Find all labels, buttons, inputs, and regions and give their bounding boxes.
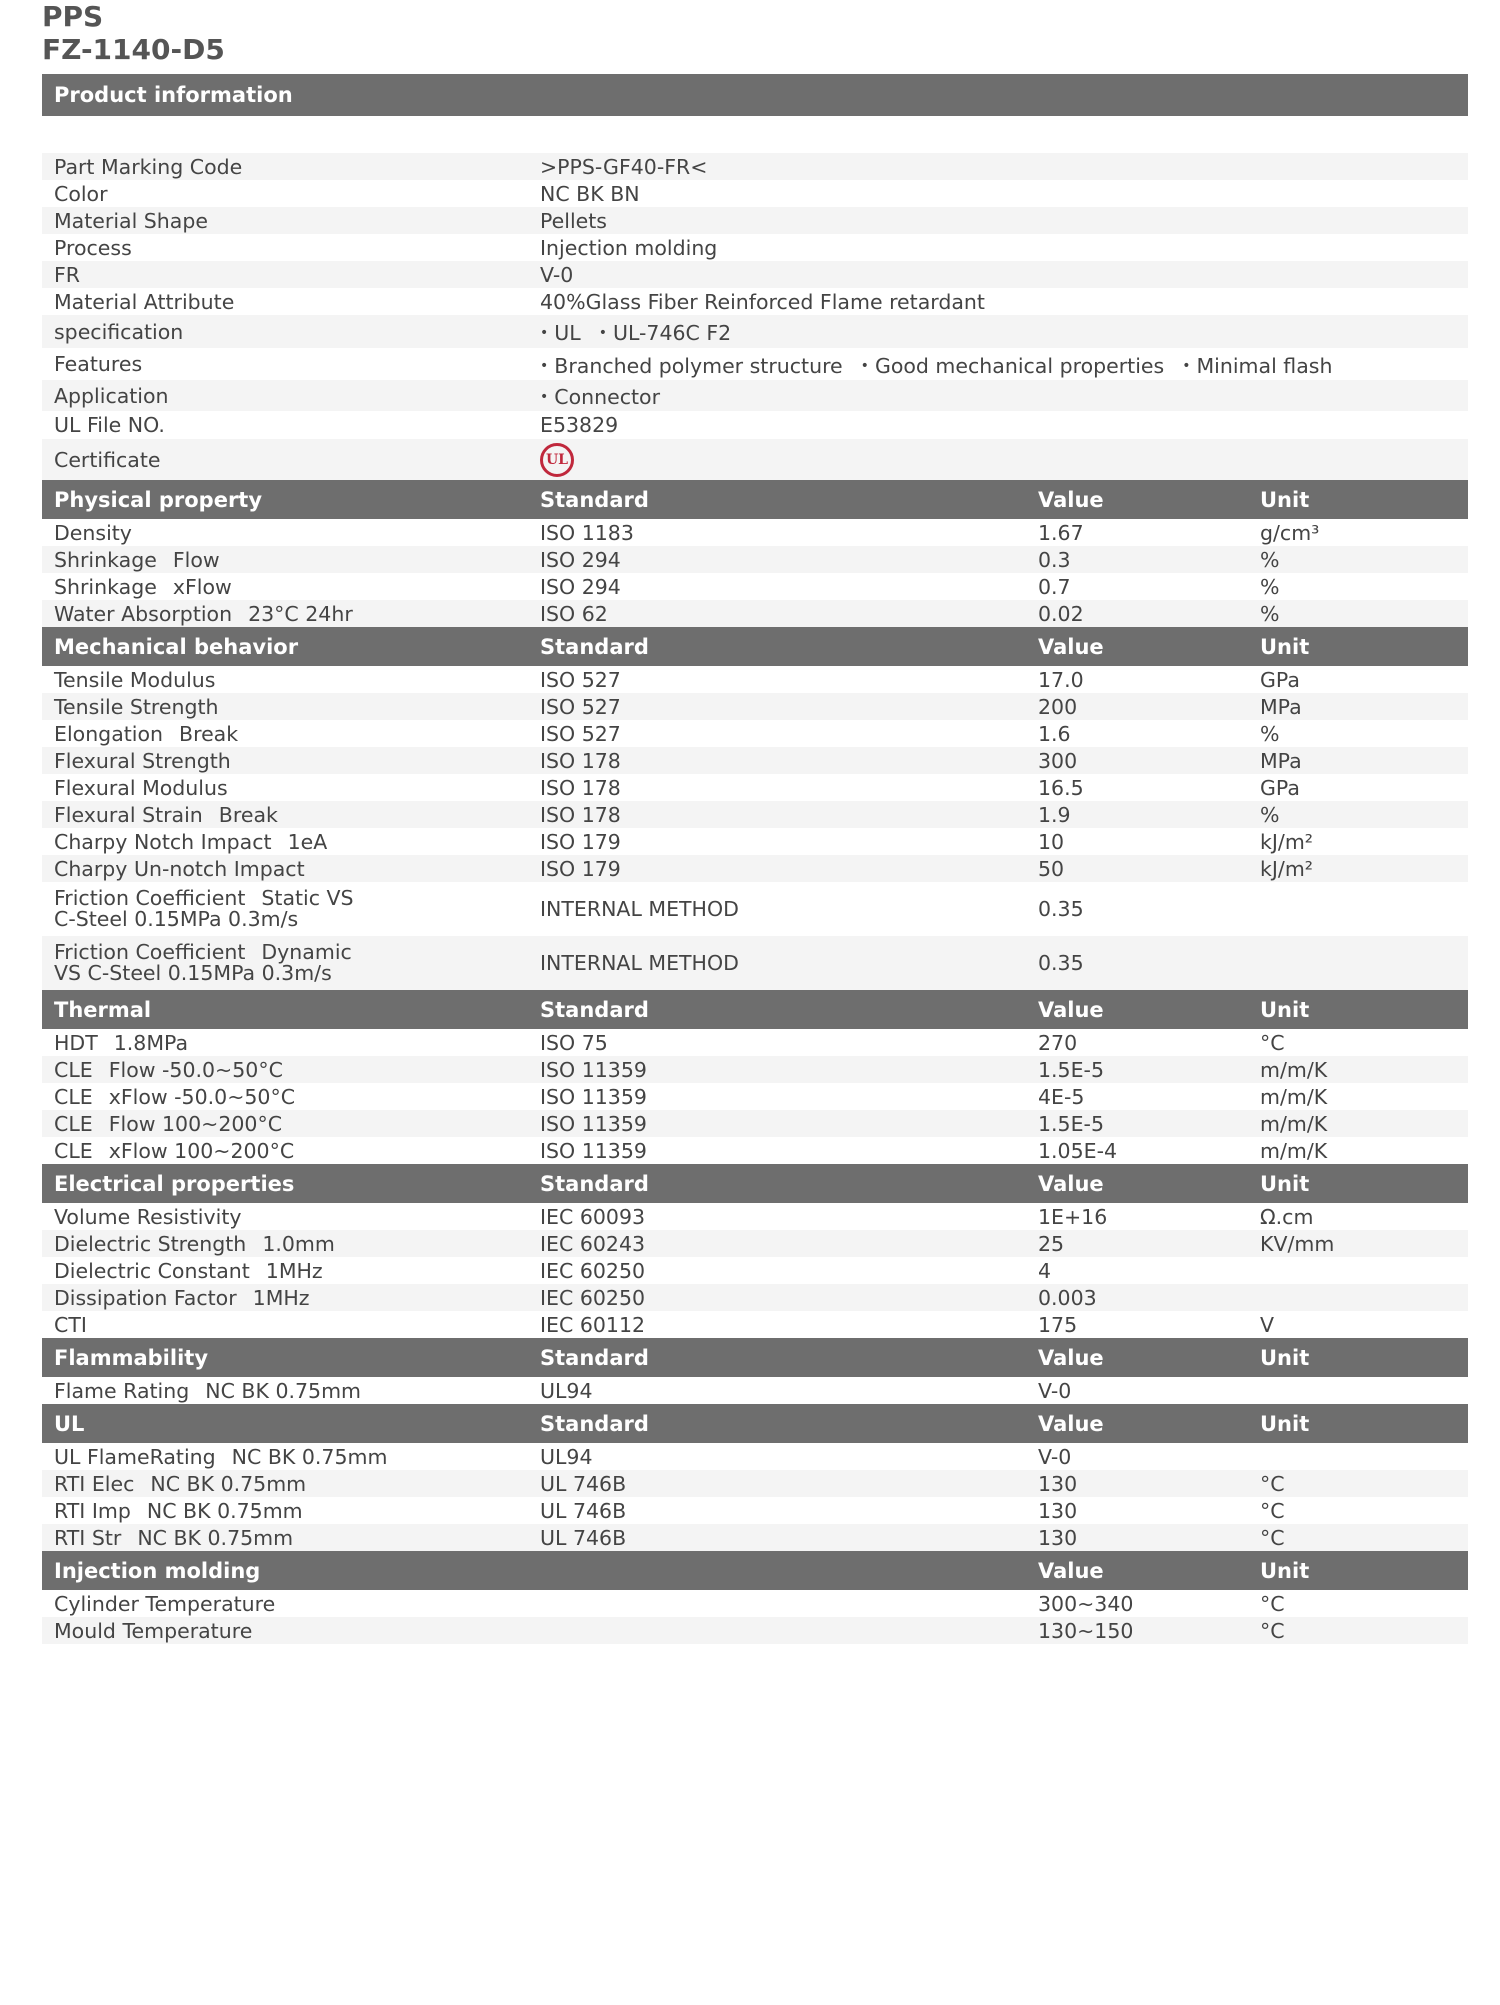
property-name: [42, 749, 528, 773]
property-name-text: CLE: [54, 1111, 93, 1136]
property-value: 0.35: [1038, 897, 1084, 921]
property-value: 130: [1038, 1498, 1078, 1523]
product-info-label: Features: [54, 352, 143, 376]
property-standard: ISO 179: [540, 856, 621, 881]
property-name: [42, 1592, 528, 1616]
property-name: [42, 1085, 528, 1109]
property-row: [42, 573, 1468, 600]
property-condition: Break: [218, 802, 278, 827]
property-unit: %: [1260, 802, 1280, 827]
property-value: 17.0: [1038, 667, 1084, 692]
property-value: 130: [1038, 1525, 1078, 1550]
property-condition: 1.8MPa: [113, 1030, 189, 1055]
column-header-unit: Unit: [1260, 1411, 1310, 1436]
property-name: [42, 803, 528, 827]
column-header-value: Value: [1038, 1171, 1104, 1196]
property-unit: %: [1260, 547, 1280, 572]
column-header-value: Value: [1038, 1345, 1104, 1370]
property-row: [42, 519, 1468, 546]
property-value: 0.3: [1038, 547, 1071, 572]
column-header-standard: Standard: [540, 1171, 649, 1196]
property-name: [42, 888, 528, 930]
property-row: [42, 1524, 1468, 1551]
property-name-text: Shrinkage: [54, 547, 157, 572]
property-unit: MPa: [1260, 694, 1302, 719]
section-header-physical-property: [42, 480, 1468, 519]
property-name-text: Flame Rating: [54, 1378, 190, 1403]
property-name-text: Elongation: [54, 721, 164, 746]
property-name: [42, 1112, 528, 1136]
property-row: [42, 720, 1468, 747]
property-name: [42, 1499, 528, 1523]
property-row: [42, 1443, 1468, 1470]
property-unit: °C: [1260, 1030, 1285, 1055]
property-name: [42, 1139, 528, 1163]
property-standard: UL94: [540, 1378, 593, 1403]
product-info-label: Application: [54, 383, 169, 408]
column-header-standard: Standard: [540, 634, 649, 659]
property-name-text: HDT: [54, 1030, 98, 1055]
list-item: • UL: [540, 321, 581, 345]
property-value: 50: [1038, 856, 1065, 881]
property-name: [42, 668, 528, 692]
property-standard: ISO 179: [540, 829, 621, 854]
property-unit: kJ/m²: [1260, 829, 1314, 854]
property-name-text: CLE: [54, 1138, 93, 1163]
property-unit: kJ/m²: [1260, 856, 1314, 881]
product-info-row: [42, 348, 1468, 380]
section-header-product-information: [42, 74, 1468, 116]
property-standard: ISO 527: [540, 694, 621, 719]
product-info-row: [42, 261, 1468, 288]
property-standard: IEC 60250: [540, 1258, 646, 1283]
column-header-unit: Unit: [1260, 487, 1310, 512]
property-row: [42, 600, 1468, 627]
property-value: 1E+16: [1038, 1204, 1108, 1229]
property-name-text: Mould Temperature: [54, 1618, 253, 1643]
property-unit: g/cm³: [1260, 520, 1320, 545]
property-standard: ISO 294: [540, 547, 621, 572]
column-header-value: Value: [1038, 634, 1104, 659]
property-standard: ISO 527: [540, 667, 621, 692]
document-title: [42, 0, 225, 66]
property-name: [42, 1205, 528, 1229]
property-row: [42, 1230, 1468, 1257]
property-name-text: Dielectric Strength: [54, 1231, 247, 1256]
property-standard: ISO 294: [540, 574, 621, 599]
property-value: 175: [1038, 1312, 1078, 1337]
property-condition: Flow: [172, 547, 220, 572]
property-unit: m/m/K: [1260, 1084, 1328, 1109]
property-value: 4: [1038, 1258, 1052, 1283]
property-name: [42, 1313, 528, 1337]
property-standard: ISO 527: [540, 721, 621, 746]
product-information-table: [42, 153, 1468, 480]
property-row: [42, 1137, 1468, 1164]
property-name-text: Friction Coefficient: [54, 942, 246, 964]
property-row: [42, 693, 1468, 720]
property-condition: 1MHz: [265, 1258, 323, 1283]
product-info-label: specification: [54, 319, 184, 344]
section-header-injection-molding: [42, 1551, 1468, 1590]
section-title: Electrical properties: [54, 1171, 295, 1196]
product-info-label: Part Marking Code: [54, 154, 243, 179]
property-unit: °C: [1260, 1498, 1285, 1523]
column-header-standard: Standard: [540, 1411, 649, 1436]
property-row: [42, 855, 1468, 882]
property-standard: IEC 60112: [540, 1312, 646, 1337]
list-item: • UL-746C F2: [599, 321, 732, 345]
property-name-text: Shrinkage: [54, 574, 157, 599]
product-info-row: [42, 380, 1468, 411]
property-name-text: Flexural Strain: [54, 802, 203, 827]
section-header-ul: [42, 1404, 1468, 1443]
property-name: [42, 857, 528, 881]
column-header-unit: Unit: [1260, 1345, 1310, 1370]
property-condition: Break: [179, 721, 239, 746]
property-row: [42, 1203, 1468, 1230]
property-value: 130~150: [1038, 1618, 1134, 1643]
property-row: [42, 1083, 1468, 1110]
property-name: [42, 521, 528, 545]
property-standard: ISO 178: [540, 775, 621, 800]
property-standard: IEC 60243: [540, 1231, 646, 1256]
property-name: [42, 1472, 528, 1496]
section-title: Flammability: [54, 1345, 209, 1370]
list-item: • Branched polymer structure: [540, 354, 843, 378]
product-info-label: UL File NO.: [54, 413, 165, 437]
property-value: 200: [1038, 694, 1078, 719]
property-name-text: RTI Elec: [54, 1471, 135, 1496]
property-unit: GPa: [1260, 775, 1300, 800]
property-value: 4E-5: [1038, 1084, 1085, 1109]
property-row: [42, 1617, 1468, 1644]
property-name: [42, 942, 528, 984]
property-name-text: Friction Coefficient: [54, 888, 246, 910]
property-standard: INTERNAL METHOD: [540, 897, 739, 921]
product-info-value: >PPS-GF40-FR<: [540, 154, 708, 179]
column-header-standard: Standard: [540, 997, 649, 1022]
property-value: 1.6: [1038, 721, 1071, 746]
property-row: [42, 1110, 1468, 1137]
property-row: [42, 546, 1468, 573]
property-unit: MPa: [1260, 748, 1302, 773]
product-grade: FZ-1140-D5: [42, 33, 225, 66]
list-item: • Minimal flash: [1182, 354, 1332, 378]
column-header-unit: Unit: [1260, 1558, 1310, 1583]
property-row: [42, 1470, 1468, 1497]
property-condition: Dynamic VS C-Steel 0.15MPa 0.3m/s: [54, 942, 352, 984]
property-unit: °C: [1260, 1471, 1285, 1496]
product-info-label: Material Attribute: [54, 289, 235, 314]
product-info-row: [42, 439, 1468, 480]
product-info-label: Material Shape: [54, 208, 208, 233]
property-unit: m/m/K: [1260, 1138, 1328, 1163]
property-name-text: Cylinder Temperature: [54, 1591, 276, 1616]
property-condition: Flow -50.0~50°C: [108, 1057, 283, 1082]
property-row: [42, 882, 1468, 936]
property-unit: °C: [1260, 1618, 1285, 1643]
property-condition: NC BK 0.75mm: [146, 1498, 303, 1523]
property-value: 1.05E-4: [1038, 1138, 1118, 1163]
column-header-unit: Unit: [1260, 634, 1310, 659]
property-name-text: CTI: [54, 1312, 87, 1337]
list-item: • Good mechanical properties: [861, 354, 1165, 378]
property-standard: ISO 11359: [540, 1138, 647, 1163]
property-standard: ISO 62: [540, 601, 608, 626]
section-title: Physical property: [54, 487, 263, 512]
section-header-mechanical-behavior: [42, 627, 1468, 666]
product-info-row: [42, 234, 1468, 261]
product-info-row: [42, 153, 1468, 180]
property-condition: 1eA: [287, 829, 328, 854]
property-name: [42, 1619, 528, 1643]
product-info-value: [528, 443, 1468, 477]
column-header-value: Value: [1038, 1411, 1104, 1436]
product-info-value: E53829: [540, 413, 619, 437]
product-info-row: [42, 207, 1468, 234]
product-info-label: Color: [54, 181, 108, 206]
property-name-text: Charpy Notch Impact: [54, 829, 272, 854]
property-name: [42, 830, 528, 854]
section-title: Product information: [54, 83, 293, 107]
property-standard: ISO 11359: [540, 1111, 647, 1136]
property-condition: 23°C 24hr: [248, 601, 353, 626]
property-standard: IEC 60093: [540, 1204, 646, 1229]
property-condition: NC BK 0.75mm: [231, 1444, 388, 1469]
product-info-label: FR: [54, 262, 81, 287]
property-unit: %: [1260, 601, 1280, 626]
column-header-value: Value: [1038, 1558, 1104, 1583]
material-family: PPS: [42, 0, 104, 33]
property-name: [42, 695, 528, 719]
property-name-text: Dissipation Factor: [54, 1285, 237, 1310]
product-info-label: Certificate: [54, 447, 161, 472]
section-title: Injection molding: [54, 1558, 261, 1583]
property-row: [42, 1497, 1468, 1524]
property-name-text: Charpy Un-notch Impact: [54, 856, 305, 881]
property-name: [42, 1445, 528, 1469]
product-info-value: 40%Glass Fiber Reinforced Flame retardant: [540, 289, 985, 314]
section-title: Thermal: [54, 997, 152, 1022]
property-value: 1.5E-5: [1038, 1111, 1104, 1136]
property-condition: NC BK 0.75mm: [205, 1378, 362, 1403]
property-name: [42, 575, 528, 599]
property-name-text: Flexural Strength: [54, 748, 231, 773]
property-row: [42, 828, 1468, 855]
property-unit: GPa: [1260, 667, 1300, 692]
property-row: [42, 801, 1468, 828]
property-standard: UL 746B: [540, 1525, 627, 1550]
product-info-row: [42, 288, 1468, 315]
property-name-text: Water Absorption: [54, 601, 233, 626]
property-name-text: UL FlameRating: [54, 1444, 216, 1469]
property-condition: NC BK 0.75mm: [150, 1471, 307, 1496]
property-condition: Flow 100~200°C: [108, 1111, 283, 1136]
property-name-text: Flexural Modulus: [54, 775, 228, 800]
property-sections: [42, 480, 1468, 1644]
property-unit: Ω.cm: [1260, 1204, 1314, 1229]
property-value: 300: [1038, 748, 1078, 773]
property-standard: INTERNAL METHOD: [540, 951, 739, 975]
property-row: [42, 774, 1468, 801]
property-standard: ISO 11359: [540, 1084, 647, 1109]
section-title: UL: [54, 1411, 85, 1436]
property-standard: ISO 1183: [540, 520, 634, 545]
property-name-text: Dielectric Constant: [54, 1258, 250, 1283]
property-value: 0.7: [1038, 574, 1071, 599]
property-name: [42, 1232, 528, 1256]
property-name: [42, 1259, 528, 1283]
property-condition: 1.0mm: [262, 1231, 335, 1256]
product-info-row: [42, 411, 1468, 439]
property-name-text: Tensile Strength: [54, 694, 219, 719]
property-value: 300~340: [1038, 1591, 1134, 1616]
property-row: [42, 666, 1468, 693]
product-info-row: [42, 180, 1468, 207]
property-name: [42, 1058, 528, 1082]
section-header-flammability: [42, 1338, 1468, 1377]
property-value: 16.5: [1038, 775, 1084, 800]
property-row: [42, 1311, 1468, 1338]
property-standard: ISO 75: [540, 1030, 608, 1055]
property-standard: ISO 178: [540, 802, 621, 827]
property-value: 1.9: [1038, 802, 1071, 827]
product-info-value: [528, 318, 1468, 345]
property-standard: ISO 178: [540, 748, 621, 773]
property-row: [42, 747, 1468, 774]
property-condition: xFlow 100~200°C: [108, 1138, 295, 1163]
column-header-value: Value: [1038, 487, 1104, 512]
product-info-row: [42, 315, 1468, 348]
list-item: • Connector: [540, 385, 660, 409]
property-standard: UL 746B: [540, 1498, 627, 1523]
property-name-text: Density: [54, 520, 132, 545]
product-info-value: Injection molding: [540, 235, 718, 260]
property-value: 25: [1038, 1231, 1065, 1256]
property-name-text: RTI Imp: [54, 1498, 131, 1523]
property-value: 1.5E-5: [1038, 1057, 1104, 1082]
property-unit: %: [1260, 574, 1280, 599]
property-name-text: CLE: [54, 1084, 93, 1109]
property-row: [42, 1377, 1468, 1404]
property-standard: ISO 11359: [540, 1057, 647, 1082]
property-name: [42, 1526, 528, 1550]
property-unit: %: [1260, 721, 1280, 746]
property-name: [42, 1286, 528, 1310]
property-name: [42, 722, 528, 746]
column-header-unit: Unit: [1260, 1171, 1310, 1196]
property-unit: °C: [1260, 1591, 1285, 1616]
property-condition: xFlow -50.0~50°C: [108, 1084, 296, 1109]
property-standard: UL94: [540, 1444, 593, 1469]
property-name-text: Volume Resistivity: [54, 1204, 242, 1229]
product-info-value: [528, 382, 1468, 409]
product-info-value: NC BK BN: [540, 181, 640, 206]
property-row: [42, 1056, 1468, 1083]
property-unit: m/m/K: [1260, 1057, 1328, 1082]
property-row: [42, 1284, 1468, 1311]
property-condition: 1MHz: [252, 1285, 310, 1310]
column-header-value: Value: [1038, 997, 1104, 1022]
property-unit: KV/mm: [1260, 1231, 1335, 1256]
property-value: 0.003: [1038, 1285, 1097, 1310]
property-value: 270: [1038, 1030, 1078, 1055]
property-value: 130: [1038, 1471, 1078, 1496]
property-standard: UL 746B: [540, 1471, 627, 1496]
datasheet: [42, 74, 1468, 1644]
ul-certification-mark-icon: UL: [540, 443, 574, 477]
property-name: [42, 548, 528, 572]
property-standard: IEC 60250: [540, 1285, 646, 1310]
property-value: V-0: [1038, 1378, 1072, 1403]
property-condition: xFlow: [172, 574, 232, 599]
property-name-text: RTI Str: [54, 1525, 122, 1550]
property-row: [42, 1257, 1468, 1284]
section-title: Mechanical behavior: [54, 634, 299, 659]
property-row: [42, 1590, 1468, 1617]
property-value: 0.02: [1038, 601, 1084, 626]
product-info-label: Process: [54, 235, 132, 260]
product-info-value: Pellets: [540, 208, 607, 233]
column-header-standard: Standard: [540, 1345, 649, 1370]
property-name: [42, 602, 528, 626]
property-value: 0.35: [1038, 951, 1084, 975]
section-header-thermal: [42, 990, 1468, 1029]
property-condition: NC BK 0.75mm: [137, 1525, 294, 1550]
property-row: [42, 936, 1468, 990]
property-value: 1.67: [1038, 520, 1084, 545]
property-value: 10: [1038, 829, 1065, 854]
product-info-value: [528, 351, 1468, 378]
property-unit: m/m/K: [1260, 1111, 1328, 1136]
property-unit: °C: [1260, 1525, 1285, 1550]
property-name: [42, 1379, 528, 1403]
product-info-value: V-0: [540, 262, 574, 287]
property-name-text: CLE: [54, 1057, 93, 1082]
property-unit: V: [1260, 1312, 1275, 1337]
property-value: V-0: [1038, 1444, 1072, 1469]
property-row: [42, 1029, 1468, 1056]
property-name-text: Tensile Modulus: [54, 667, 216, 692]
column-header-standard: Standard: [540, 487, 649, 512]
property-name: [42, 1031, 528, 1055]
column-header-unit: Unit: [1260, 997, 1310, 1022]
section-header-electrical-properties: [42, 1164, 1468, 1203]
property-name: [42, 776, 528, 800]
property-condition: Static VS C-Steel 0.15MPa 0.3m/s: [54, 888, 354, 930]
